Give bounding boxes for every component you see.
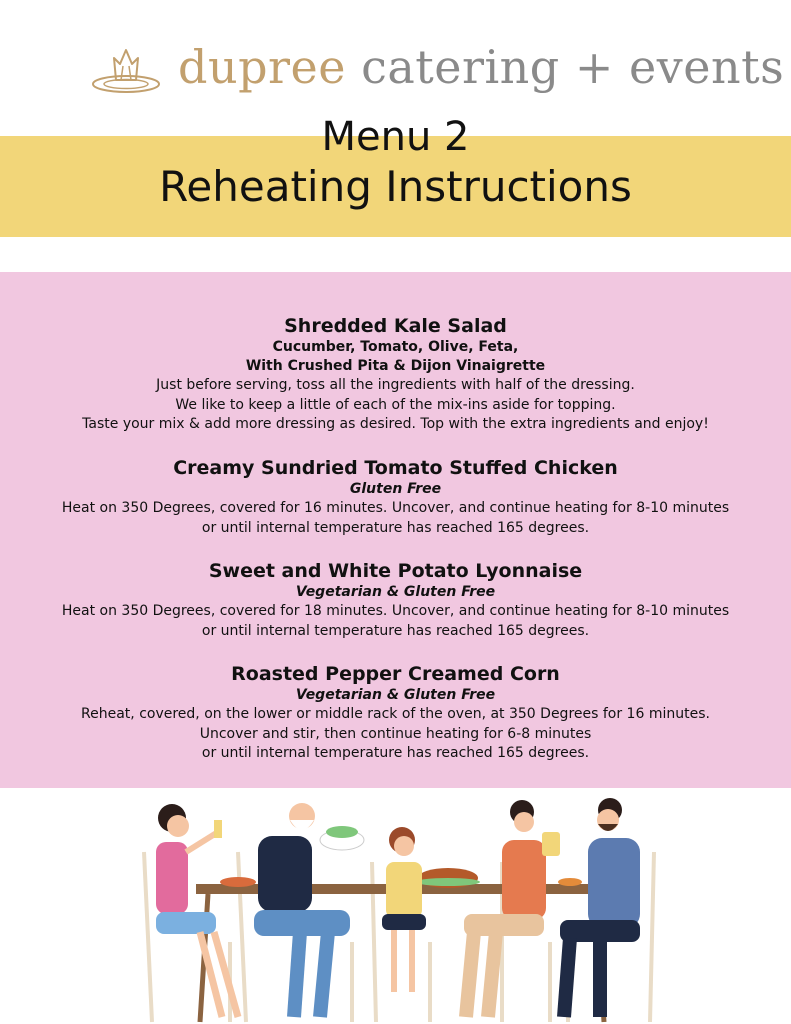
logo-brand: dupree	[178, 40, 346, 94]
menu-item-kale-salad	[0, 314, 791, 435]
instruction-line: Uncover and stir, then continue heating for 6-8 minutes	[199, 725, 592, 742]
instruction-line: or until internal temperature has reached 165 degrees.	[201, 745, 590, 761]
logo	[0, 38, 791, 108]
page-title	[0, 112, 791, 212]
item-name: Roasted Pepper Creamed Corn	[231, 663, 560, 685]
family-dinner-illustration	[130, 792, 670, 1024]
item-name: Shredded Kale Salad	[284, 315, 507, 337]
menu-item-stuffed-chicken	[0, 456, 791, 538]
item-diet-label: Vegetarian & Gluten Free	[295, 687, 496, 703]
menu-item-creamed-corn	[0, 662, 791, 764]
instruction-line: or until internal temperature has reached 165 degrees.	[201, 519, 590, 536]
item-diet-label: Gluten Free	[349, 481, 442, 497]
title-line-1: Menu 2	[321, 114, 470, 160]
item-diet-label: Vegetarian & Gluten Free	[295, 584, 496, 600]
menu-item-potato-lyonnaise	[0, 559, 791, 641]
item-name: Creamy Sundried Tomato Stuffed Chicken	[173, 457, 618, 479]
logo-tagline: catering + events	[361, 40, 785, 94]
instruction-line: Just before serving, toss all the ingredients with half of the dressing.	[156, 377, 635, 393]
instruction-line: Taste your mix & add more dressing as desired. Top with the extra ingredients and enjoy!	[82, 416, 709, 432]
instruction-line: We like to keep a little of each of the mix-ins aside for topping.	[175, 396, 616, 413]
item-subtitle-line: Cucumber, Tomato, Olive, Feta,	[272, 339, 519, 355]
logo-wordmark	[178, 40, 784, 94]
instruction-line: or until internal temperature has reached 165 degrees.	[201, 622, 590, 639]
item-subtitle-line: With Crushed Pita & Dijon Vinaigrette	[245, 358, 546, 374]
item-name: Sweet and White Potato Lyonnaise	[208, 560, 583, 582]
title-line-2: Reheating Instructions	[159, 162, 632, 211]
instruction-line: Heat on 350 Degrees, covered for 18 minutes. Uncover, and continue heating for 8-10 minutes	[61, 603, 730, 619]
instruction-line: Heat on 350 Degrees, covered for 16 minutes. Uncover, and continue heating for 8-10 minutes	[61, 500, 730, 516]
plated-flower-icon	[90, 44, 162, 96]
instruction-line: Reheat, covered, on the lower or middle rack of the oven, at 350 Degrees for 16 minutes.	[81, 706, 710, 722]
